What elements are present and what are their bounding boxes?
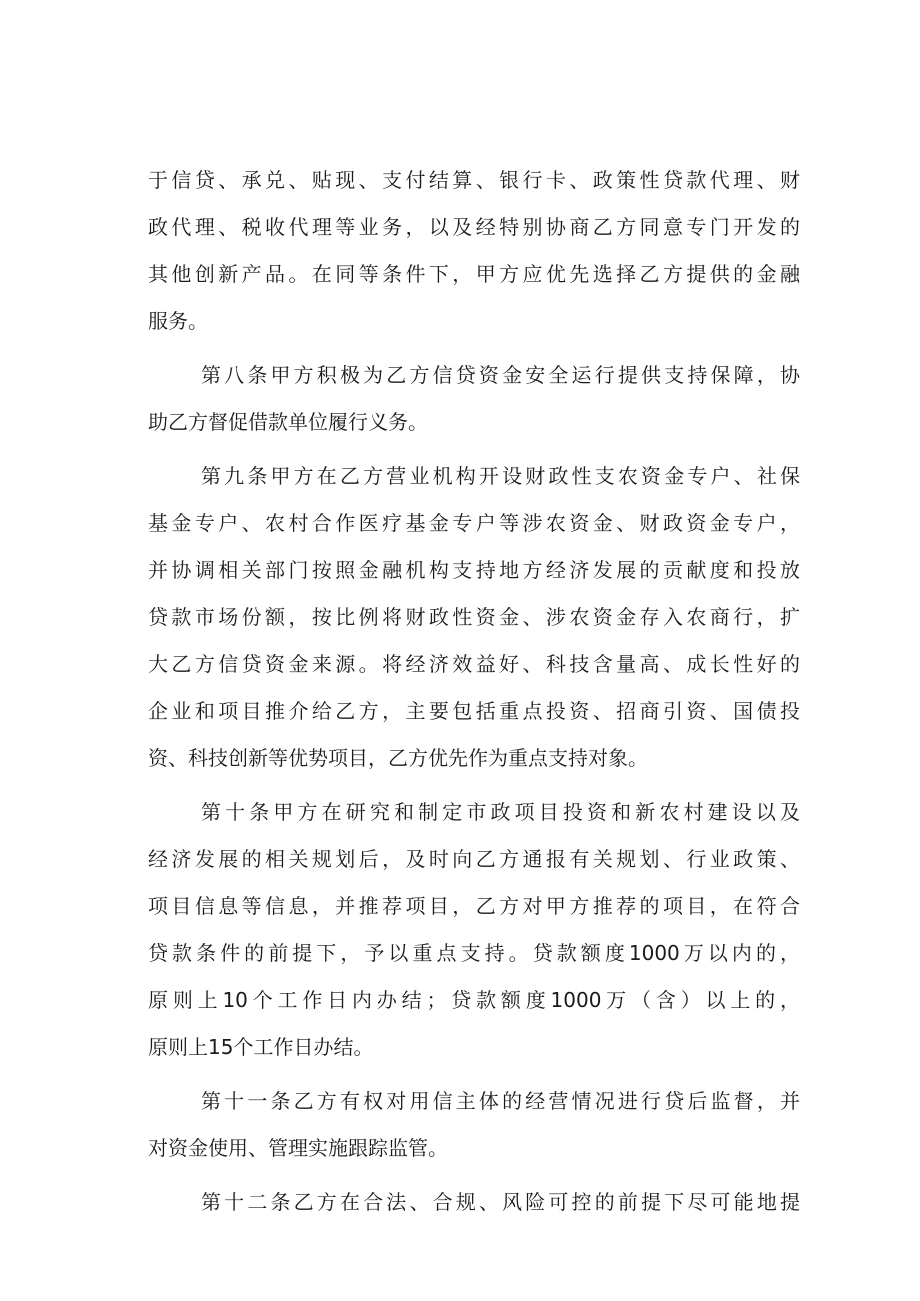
paragraph-article-10 (148, 789, 800, 1071)
text-line: 其他创新产品。在同等条件下，甲方应优先选择乙方提供的金融 (148, 262, 800, 286)
text-line: 贷款市场份额，按比例将财政性资金、涉农资金存入农商行，扩 (148, 605, 800, 629)
text-line: 第十条甲方在研究和制定市政项目投资和新农村建设以及 (201, 800, 800, 824)
text-line: 于信贷、承兑、贴现、支付结算、银行卡、政策性贷款代理、财 (148, 168, 800, 192)
text-line: 资、科技创新等优势项目，乙方优先作为重点支持对象。 (148, 746, 648, 770)
text-line: 对资金使用、管理实施跟踪监管。 (148, 1136, 448, 1160)
paragraph-article-8 (148, 352, 800, 446)
text-line: 助乙方督促借款单位履行义务。 (148, 410, 428, 434)
text-line: 并协调相关部门按照金融机构支持地方经济发展的贡献度和投放 (148, 558, 800, 582)
text-line: 原则上15个工作日办结。 (148, 1035, 374, 1059)
paragraph-article-12 (148, 1179, 800, 1226)
document-body (148, 157, 800, 1226)
text-line: 项目信息等信息，并推荐项目，乙方对甲方推荐的项目，在符合 (148, 894, 800, 918)
paragraph-article-11 (148, 1078, 800, 1172)
text-line: 企业和项目推介给乙方，主要包括重点投资、招商引资、国债投 (148, 699, 800, 723)
text-line: 第八条甲方积极为乙方信贷资金安全运行提供支持保障，协 (201, 363, 800, 387)
text-line: 第九条甲方在乙方营业机构开设财政性支农资金专户、社保 (201, 464, 800, 488)
text-line: 服务。 (148, 309, 208, 333)
text-line: 第十一条乙方有权对用信主体的经营情况进行贷后监督，并 (201, 1089, 800, 1113)
text-line: 政代理、税收代理等业务，以及经特别协商乙方同意专门开发的 (148, 215, 800, 239)
text-line: 贷款条件的前提下，予以重点支持。贷款额度1000万以内的， (148, 941, 800, 965)
text-line: 第十二条乙方在合法、合规、风险可控的前提下尽可能地提 (201, 1190, 800, 1214)
text-line: 原则上10个工作日内办结；贷款额度1000万（含）以上的， (148, 988, 800, 1012)
text-line: 经济发展的相关规划后，及时向乙方通报有关规划、行业政策、 (148, 847, 800, 871)
text-line: 大乙方信贷资金来源。将经济效益好、科技含量高、成长性好的 (148, 652, 800, 676)
paragraph-continued-services (148, 157, 800, 345)
text-line: 基金专户、农村合作医疗基金专户等涉农资金、财政资金专户， (148, 511, 800, 535)
paragraph-article-9 (148, 453, 800, 782)
